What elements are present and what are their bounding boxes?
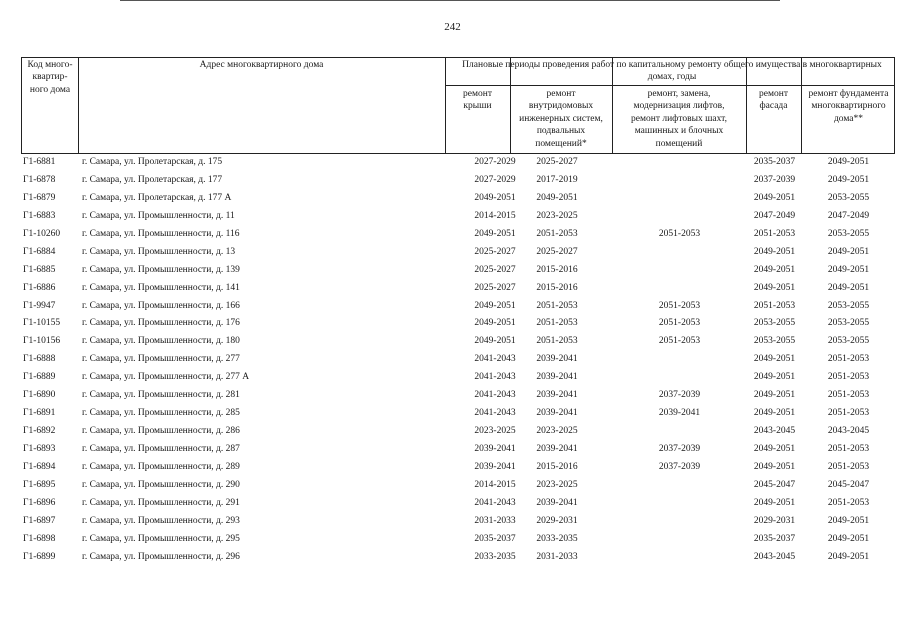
cell-address: г. Самара, ул. Промышленности, д. 289 bbox=[82, 461, 240, 472]
cell-code: Г1-6893 bbox=[23, 444, 56, 454]
table-row bbox=[21, 405, 895, 423]
cell-engineering: 2023-2025 bbox=[536, 210, 578, 221]
cell-roof: 2039-2041 bbox=[474, 461, 516, 472]
cell-engineering: 2025-2027 bbox=[536, 157, 578, 167]
cell-facade: 2035-2037 bbox=[753, 157, 796, 167]
header-lift: ремонт, замена, модернизация лифтов, ремонт лифтовых шахт, машинных и блочных помещений bbox=[631, 89, 727, 149]
cell-foundation: 2053-2055 bbox=[827, 318, 870, 329]
table-row bbox=[21, 208, 895, 226]
table-row bbox=[21, 351, 895, 369]
table-row bbox=[21, 387, 895, 405]
header-engineering: ремонт внутридомовых инженерных систем, подвальных помещений* bbox=[519, 89, 603, 149]
cell-engineering: 2039-2041 bbox=[536, 408, 578, 419]
cell-code: Г1-6888 bbox=[23, 354, 56, 365]
cell-engineering: 2015-2016 bbox=[536, 264, 578, 275]
table-row bbox=[21, 459, 895, 477]
cell-foundation: 2051-2053 bbox=[827, 390, 870, 401]
table-row bbox=[21, 549, 895, 567]
cell-address: г. Самара, ул. Промышленности, д. 296 bbox=[82, 551, 240, 562]
cell-address: г. Самара, ул. Промышленности, д. 139 bbox=[82, 264, 240, 275]
table-row bbox=[21, 172, 895, 190]
cell-code: Г1-6881 bbox=[23, 157, 56, 167]
cell-engineering: 2049-2051 bbox=[536, 192, 578, 203]
table-row bbox=[21, 298, 895, 316]
table-body bbox=[21, 154, 895, 567]
cell-roof: 2049-2051 bbox=[474, 318, 516, 329]
header-foundation: ремонт фундамента многоквартирного дома** bbox=[808, 89, 889, 124]
header-code: Код много- квартир- ного дома bbox=[27, 60, 73, 95]
table-row bbox=[21, 280, 895, 298]
cell-facade: 2049-2051 bbox=[753, 444, 796, 454]
cell-code: Г1-6890 bbox=[23, 390, 56, 401]
cell-roof: 2049-2051 bbox=[474, 336, 516, 347]
cell-lift: 2037-2039 bbox=[658, 444, 701, 454]
table-row bbox=[21, 333, 895, 351]
cell-facade: 2037-2039 bbox=[753, 174, 796, 185]
cell-code: Г1-6897 bbox=[23, 515, 56, 526]
cell-code: Г1-6898 bbox=[23, 533, 56, 544]
cell-facade: 2049-2051 bbox=[753, 282, 796, 293]
table-row bbox=[21, 495, 895, 513]
cell-code: Г1-6883 bbox=[23, 210, 56, 221]
cell-facade: 2049-2051 bbox=[753, 497, 796, 508]
cell-code: Г1-10156 bbox=[23, 336, 61, 347]
cell-engineering: 2051-2053 bbox=[536, 318, 578, 329]
cell-code: Г1-6892 bbox=[23, 426, 56, 437]
cell-facade: 2049-2051 bbox=[753, 192, 796, 203]
table-row bbox=[21, 441, 895, 459]
cell-code: Г1-6885 bbox=[23, 264, 56, 275]
cell-facade: 2043-2045 bbox=[753, 426, 796, 437]
cell-engineering: 2051-2053 bbox=[536, 336, 578, 347]
cell-engineering: 2051-2053 bbox=[536, 228, 578, 239]
cell-facade: 2047-2049 bbox=[753, 210, 796, 221]
cell-foundation: 2049-2051 bbox=[827, 264, 870, 275]
cell-foundation: 2049-2051 bbox=[827, 515, 870, 526]
cell-engineering: 2039-2041 bbox=[536, 390, 578, 401]
cell-roof: 2041-2043 bbox=[474, 372, 516, 383]
cell-engineering: 2033-2035 bbox=[536, 533, 578, 544]
header-facade: ремонт фасада bbox=[759, 89, 788, 112]
cell-code: Г1-6894 bbox=[23, 461, 56, 472]
cell-engineering: 2023-2025 bbox=[536, 426, 578, 437]
cell-roof: 2025-2027 bbox=[474, 282, 516, 293]
cell-engineering: 2023-2025 bbox=[536, 479, 578, 490]
cell-code: Г1-9947 bbox=[23, 300, 56, 311]
cell-foundation: 2049-2051 bbox=[827, 533, 870, 544]
cell-facade: 2049-2051 bbox=[753, 372, 796, 383]
cell-engineering: 2039-2041 bbox=[536, 497, 578, 508]
cell-facade: 2049-2051 bbox=[753, 354, 796, 365]
cell-code: Г1-10260 bbox=[23, 228, 61, 239]
cell-address: г. Самара, ул. Промышленности, д. 290 bbox=[82, 479, 240, 490]
cell-facade: 2043-2045 bbox=[753, 551, 796, 562]
cell-facade: 2049-2051 bbox=[753, 461, 796, 472]
cell-roof: 2023-2025 bbox=[474, 426, 516, 437]
cell-lift: 2039-2041 bbox=[658, 408, 701, 419]
cell-roof: 2049-2051 bbox=[474, 192, 516, 203]
cell-foundation: 2053-2055 bbox=[827, 336, 870, 347]
cell-code: Г1-6889 bbox=[23, 372, 56, 383]
table-row bbox=[21, 423, 895, 441]
cell-facade: 2053-2055 bbox=[753, 336, 796, 347]
cell-address: г. Самара, ул. Промышленности, д. 286 bbox=[82, 426, 240, 437]
cell-lift: 2051-2053 bbox=[658, 300, 701, 311]
table-row bbox=[21, 315, 895, 333]
cell-foundation: 2045-2047 bbox=[827, 479, 870, 490]
cell-roof: 2039-2041 bbox=[474, 444, 516, 454]
cell-foundation: 2049-2051 bbox=[827, 246, 870, 257]
cell-lift: 2051-2053 bbox=[658, 336, 701, 347]
cell-foundation: 2047-2049 bbox=[827, 210, 870, 221]
cell-address: г. Самара, ул. Промышленности, д. 176 bbox=[82, 318, 240, 329]
cell-facade: 2045-2047 bbox=[753, 479, 796, 490]
cell-roof: 2041-2043 bbox=[474, 354, 516, 365]
cell-code: Г1-6899 bbox=[23, 551, 56, 562]
cell-address: г. Самара, ул. Промышленности, д. 293 bbox=[82, 515, 240, 526]
table-row bbox=[21, 190, 895, 208]
cell-address: г. Самара, ул. Промышленности, д. 277 bbox=[82, 354, 240, 365]
cell-engineering: 2017-2019 bbox=[536, 174, 578, 185]
cell-roof: 2041-2043 bbox=[474, 497, 516, 508]
page-number: 242 bbox=[444, 21, 461, 33]
cell-engineering: 2039-2041 bbox=[536, 354, 578, 365]
cell-facade: 2049-2051 bbox=[753, 390, 796, 401]
cell-roof: 2041-2043 bbox=[474, 408, 516, 419]
table-row bbox=[21, 369, 895, 387]
cell-address: г. Самара, ул. Промышленности, д. 281 bbox=[82, 390, 240, 401]
cell-address: г. Самара, ул. Промышленности, д. 277 А bbox=[82, 372, 250, 383]
cell-address: г. Самара, ул. Промышленности, д. 13 bbox=[82, 246, 236, 257]
cell-lift: 2051-2053 bbox=[658, 318, 701, 329]
cell-facade: 2053-2055 bbox=[753, 318, 796, 329]
cell-address: г. Самара, ул. Промышленности, д. 287 bbox=[82, 444, 240, 454]
cell-engineering: 2025-2027 bbox=[536, 246, 578, 257]
cell-roof: 2049-2051 bbox=[474, 300, 516, 311]
cell-foundation: 2053-2055 bbox=[827, 300, 870, 311]
cell-code: Г1-10155 bbox=[23, 318, 61, 329]
cell-foundation: 2049-2051 bbox=[827, 282, 870, 293]
cell-lift: 2051-2053 bbox=[658, 228, 701, 239]
cell-code: Г1-6891 bbox=[23, 408, 56, 419]
table-row bbox=[21, 226, 895, 244]
cell-facade: 2029-2031 bbox=[753, 515, 796, 526]
cell-roof: 2035-2037 bbox=[474, 533, 516, 544]
header-address: Адрес многоквартирного дома bbox=[199, 60, 324, 70]
cell-roof: 2014-2015 bbox=[474, 210, 516, 221]
header-roof: ремонт крыши bbox=[463, 89, 492, 112]
cell-address: г. Самара, ул. Пролетарская, д. 175 bbox=[82, 157, 223, 167]
cell-code: Г1-6896 bbox=[23, 497, 56, 508]
cell-foundation: 2051-2053 bbox=[827, 408, 870, 419]
table-row bbox=[21, 244, 895, 262]
cell-address: г. Самара, ул. Пролетарская, д. 177 А bbox=[82, 192, 232, 203]
cell-address: г. Самара, ул. Промышленности, д. 295 bbox=[82, 533, 240, 544]
cell-foundation: 2051-2053 bbox=[827, 372, 870, 383]
cell-roof: 2025-2027 bbox=[474, 246, 516, 257]
cell-address: г. Самара, ул. Промышленности, д. 141 bbox=[82, 282, 240, 293]
cell-engineering: 2031-2033 bbox=[536, 551, 578, 562]
cell-roof: 2033-2035 bbox=[474, 551, 516, 562]
cell-foundation: 2053-2055 bbox=[827, 228, 870, 239]
cell-roof: 2027-2029 bbox=[474, 157, 516, 167]
cell-code: Г1-6879 bbox=[23, 192, 56, 203]
cell-foundation: 2051-2053 bbox=[827, 444, 870, 454]
cell-facade: 2049-2051 bbox=[753, 408, 796, 419]
cell-address: г. Самара, ул. Промышленности, д. 166 bbox=[82, 300, 240, 311]
table-row bbox=[21, 513, 895, 531]
cell-roof: 2014-2015 bbox=[474, 479, 516, 490]
cell-foundation: 2051-2053 bbox=[827, 354, 870, 365]
cell-facade: 2049-2051 bbox=[753, 264, 796, 275]
cell-code: Г1-6886 bbox=[23, 282, 56, 293]
cell-foundation: 2053-2055 bbox=[827, 192, 870, 203]
cell-foundation: 2049-2051 bbox=[827, 157, 870, 167]
table-header bbox=[21, 57, 895, 154]
cell-roof: 2025-2027 bbox=[474, 264, 516, 275]
cell-lift: 2037-2039 bbox=[658, 390, 701, 401]
cell-engineering: 2039-2041 bbox=[536, 372, 578, 383]
table-row bbox=[21, 531, 895, 549]
cell-foundation: 2049-2051 bbox=[827, 174, 870, 185]
cell-roof: 2031-2033 bbox=[474, 515, 516, 526]
top-rule bbox=[120, 0, 780, 1]
cell-engineering: 2029-2031 bbox=[536, 515, 578, 526]
cell-address: г. Самара, ул. Промышленности, д. 285 bbox=[82, 408, 240, 419]
cell-address: г. Самара, ул. Промышленности, д. 116 bbox=[82, 228, 240, 239]
cell-code: Г1-6895 bbox=[23, 479, 56, 490]
cell-address: г. Самара, ул. Пролетарская, д. 177 bbox=[82, 174, 223, 185]
cell-foundation: 2049-2051 bbox=[827, 551, 870, 562]
cell-address: г. Самара, ул. Промышленности, д. 180 bbox=[82, 336, 240, 347]
cell-engineering: 2039-2041 bbox=[536, 444, 578, 454]
cell-address: г. Самара, ул. Промышленности, д. 291 bbox=[82, 497, 240, 508]
cell-foundation: 2051-2053 bbox=[827, 461, 870, 472]
table-row bbox=[21, 477, 895, 495]
cell-code: Г1-6884 bbox=[23, 246, 56, 257]
cell-facade: 2051-2053 bbox=[753, 300, 796, 311]
cell-engineering: 2015-2016 bbox=[536, 461, 578, 472]
cell-roof: 2049-2051 bbox=[474, 228, 516, 239]
cell-lift: 2037-2039 bbox=[658, 461, 701, 472]
cell-facade: 2035-2037 bbox=[753, 533, 796, 544]
table-row bbox=[21, 154, 895, 172]
cell-foundation: 2043-2045 bbox=[827, 426, 870, 437]
cell-address: г. Самара, ул. Промышленности, д. 11 bbox=[82, 210, 235, 221]
cell-facade: 2049-2051 bbox=[753, 246, 796, 257]
table-row bbox=[21, 262, 895, 280]
cell-roof: 2041-2043 bbox=[474, 390, 516, 401]
cell-code: Г1-6878 bbox=[23, 174, 56, 185]
cell-roof: 2027-2029 bbox=[474, 174, 516, 185]
cell-foundation: 2051-2053 bbox=[827, 497, 870, 508]
header-periods: Плановые периоды проведения работ по капитальному ремонту общего имущества в многоквартирных домах, годы bbox=[462, 60, 882, 83]
cell-engineering: 2051-2053 bbox=[536, 300, 578, 311]
cell-engineering: 2015-2016 bbox=[536, 282, 578, 293]
cell-facade: 2051-2053 bbox=[753, 228, 796, 239]
